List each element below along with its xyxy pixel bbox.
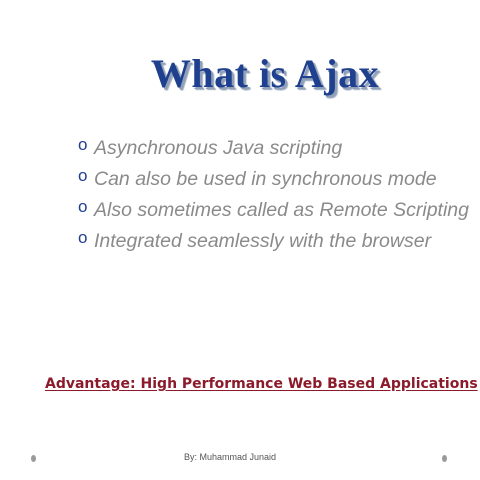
circle-bullet-icon: o <box>78 197 88 216</box>
list-item <box>78 164 469 195</box>
circle-bullet-icon: o <box>78 135 88 154</box>
dot-icon <box>442 455 447 462</box>
bullet-text: Can also be used in synchronous mode <box>94 168 437 190</box>
circle-bullet-icon: o <box>78 228 88 247</box>
list-item <box>78 195 469 226</box>
circle-bullet-icon: o <box>78 166 88 185</box>
bullet-text: Also sometimes called as Remote Scripting <box>94 199 469 221</box>
list-item <box>78 226 469 257</box>
bullet-text: Integrated seamlessly with the browser <box>94 230 432 252</box>
list-item <box>78 133 469 164</box>
advantage-link[interactable]: Advantage: High Performance Web Based Applications <box>45 376 478 392</box>
slide-title: What is Ajax <box>150 51 380 96</box>
bullet-text: Asynchronous Java scripting <box>94 137 343 159</box>
bullet-list <box>78 133 469 257</box>
dot-icon <box>31 455 36 462</box>
footer-author: By: Muhammad Junaid <box>183 452 277 462</box>
